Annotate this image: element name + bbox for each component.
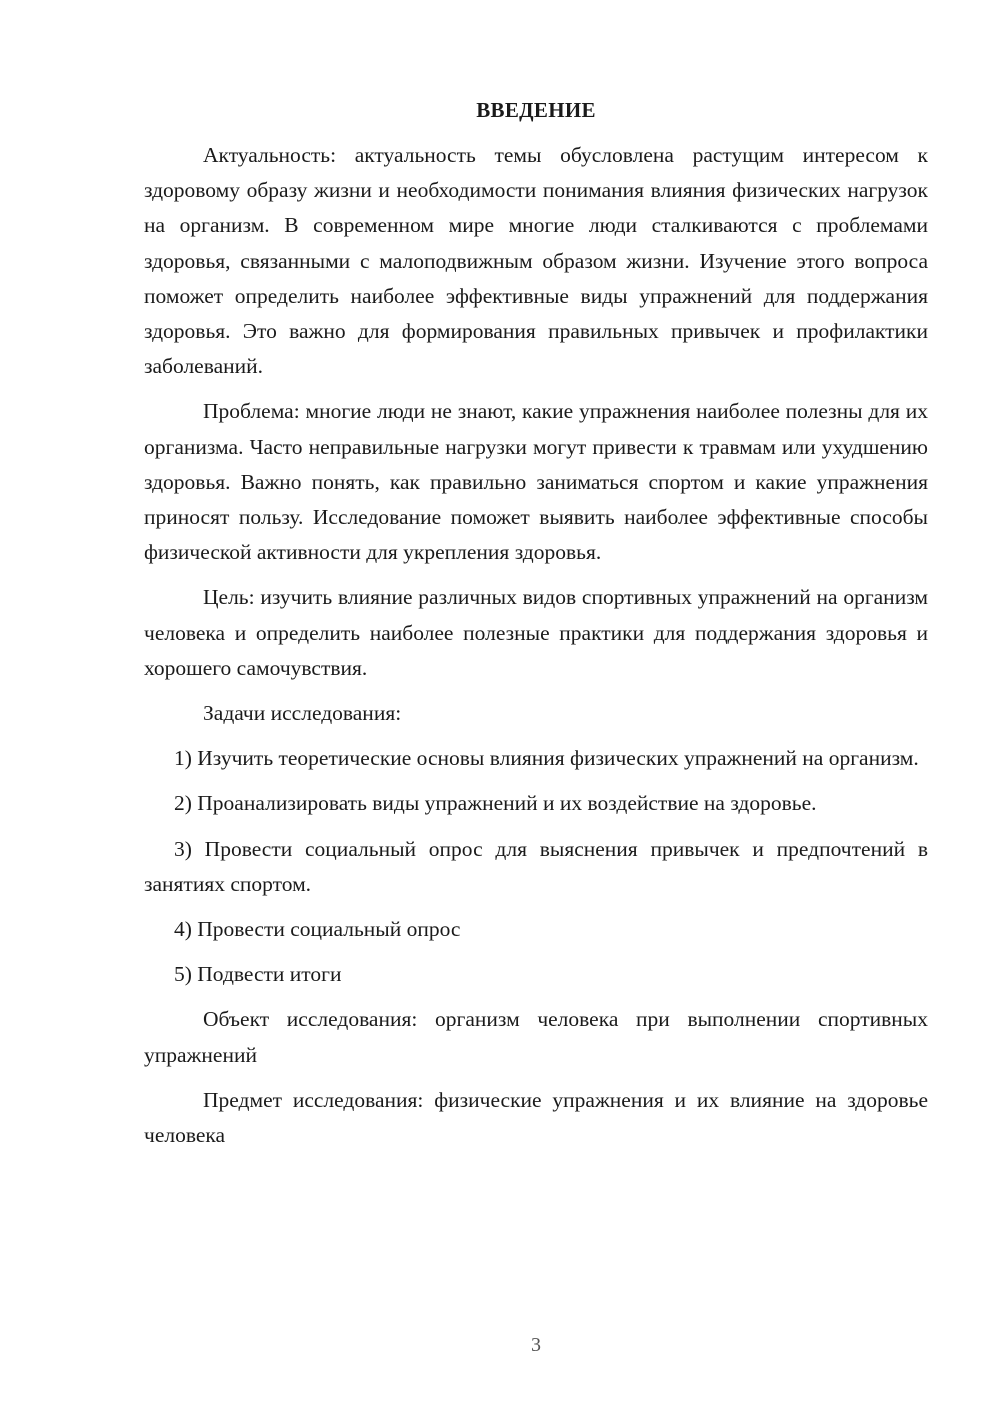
object-paragraph: Объект исследования: организм человека при выполнении спортивных упражнений xyxy=(144,1007,928,1067)
subject-paragraph: Предмет исследования: физические упражнения и их влияние на здоровье человека xyxy=(144,1087,928,1148)
problem-paragraph: Проблема: многие люди не знают, какие упражнения наиболее полезны для их организма. Часто неправильные нагрузки могут привести к травмам или ухудшению здоровья. Важно понять, как правильно заниматься спортом и какие упражнения приносят пользу. Исследование поможет выявить наиболее эффективные способы физической активности для укрепления здоровья. xyxy=(144,399,928,565)
task-item-3: 3) Провести социальный опрос для выяснения привычек и предпочтений в занятиях спортом. xyxy=(144,836,928,896)
page-title: ВВЕДЕНИЕ xyxy=(476,98,596,122)
document-page xyxy=(144,96,928,1163)
task-item-4: 4) Провести социальный опрос xyxy=(174,917,461,942)
relevance-paragraph: Актуальность: актуальность темы обусловлена растущим интересом к здоровому образу жизни и необходимости понимания влияния физических нагрузок на организм. В современном мире многие люди сталкиваются с проблемами здоровья, связанными с малоподвижным образом жизни. Изучение этого вопроса поможет определить наиболее эффективные виды упражнений для поддержания здоровья. Это важно для формирования правильных привычек и профилактики заболеваний. xyxy=(144,143,928,379)
task-item-1: 1) Изучить теоретические основы влияния физических упражнений на организм. xyxy=(174,746,919,771)
tasks-heading: Задачи исследования: xyxy=(203,701,402,726)
goal-paragraph: Цель: изучить влияние различных видов спортивных упражнений на организм человека и определить наиболее полезные практики для поддержания здоровья и хорошего самочувствия. xyxy=(144,585,928,680)
page-number: 3 xyxy=(531,1334,541,1356)
task-item-5: 5) Подвести итоги xyxy=(174,962,342,987)
task-item-2: 2) Проанализировать виды упражнений и их воздействие на здоровье. xyxy=(174,791,817,816)
